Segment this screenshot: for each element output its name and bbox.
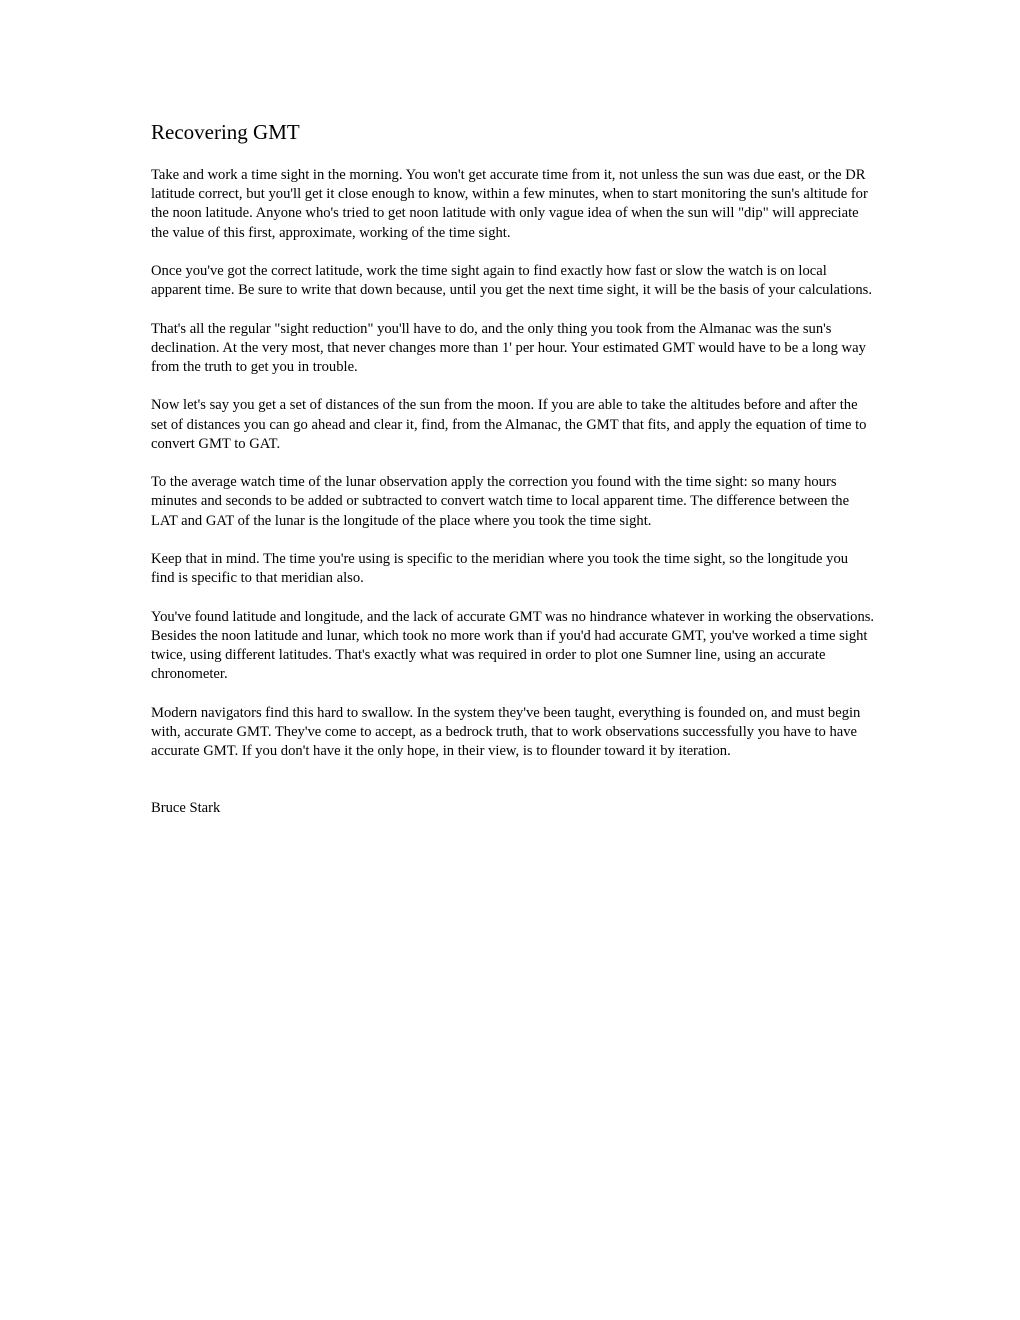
paragraph-meridian: Keep that in mind. The time you're using is specific to the meridian where you took the time sight, so the longitude you find is specific to that meridian also. — [151, 550, 849, 587]
document-page — [151, 118, 875, 818]
paragraph-watch-time: To the average watch time of the lunar observation apply the correction you found with the time sight: so many hours minutes and seconds to be added or subtracted to convert watch time to local apparent time. The difference between the LAT and GAT of the lunar is the longitude of the place where you took the time sight. — [151, 474, 850, 529]
page-title: Recovering GMT — [151, 120, 300, 144]
paragraph-correct-latitude: Once you've got the correct latitude, work the time sight again to find exactly how fast or slow the watch is on local apparent time. Be sure to write that down because, until you get the next time sight, it will be the basis of your calculations. — [151, 263, 873, 299]
author-signature: Bruce Stark — [151, 800, 221, 817]
paragraph-time-sight: Take and work a time sight in the morning. You won't get accurate time from it, not unless the sun was due east, or the DR latitude correct, but you'll get it close enough to know, within a few minutes, when to start monitoring the sun's altitude for the noon latitude. Anyone who's tried to get noon latitude with only vague idea of when the sun will "dip" will appreciate the value of this first, approximate, working of the time sight. — [151, 167, 868, 241]
paragraph-lunar-distances: Now let's say you get a set of distances of the sun from the moon. If you are able to take the altitudes before and after the set of distances you can go ahead and clear it, find, from the Almanac, the GMT that fits, and apply the equation of time to convert GMT to GAT. — [151, 397, 867, 452]
paragraph-sight-reduction: That's all the regular "sight reduction" you'll have to do, and the only thing you took from the Almanac was the sun's declination. At the very most, that never changes more than 1' per hour. Your estimated GMT would have to be a long way from the truth to get you in trouble. — [151, 320, 866, 375]
paragraph-latitude-longitude: You've found latitude and longitude, and the lack of accurate GMT was no hindrance whatever in working the observations. Besides the noon latitude and lunar, which took no more work than if you'd had accurate GMT, you've worked a time sight twice, using different latitudes. That's exactly what was required in order to plot one Sumner line, using an accurate chronometer. — [151, 608, 875, 683]
paragraph-modern-navigators: Modern navigators find this hard to swallow. In the system they've been taught, everything is founded on, and must begin with, accurate GMT. They've come to accept, as a bedrock truth, that to work observations successfully you have to have accurate GMT. If you don't have it the only hope, in their view, is to flounder toward it by iteration. — [151, 704, 861, 759]
